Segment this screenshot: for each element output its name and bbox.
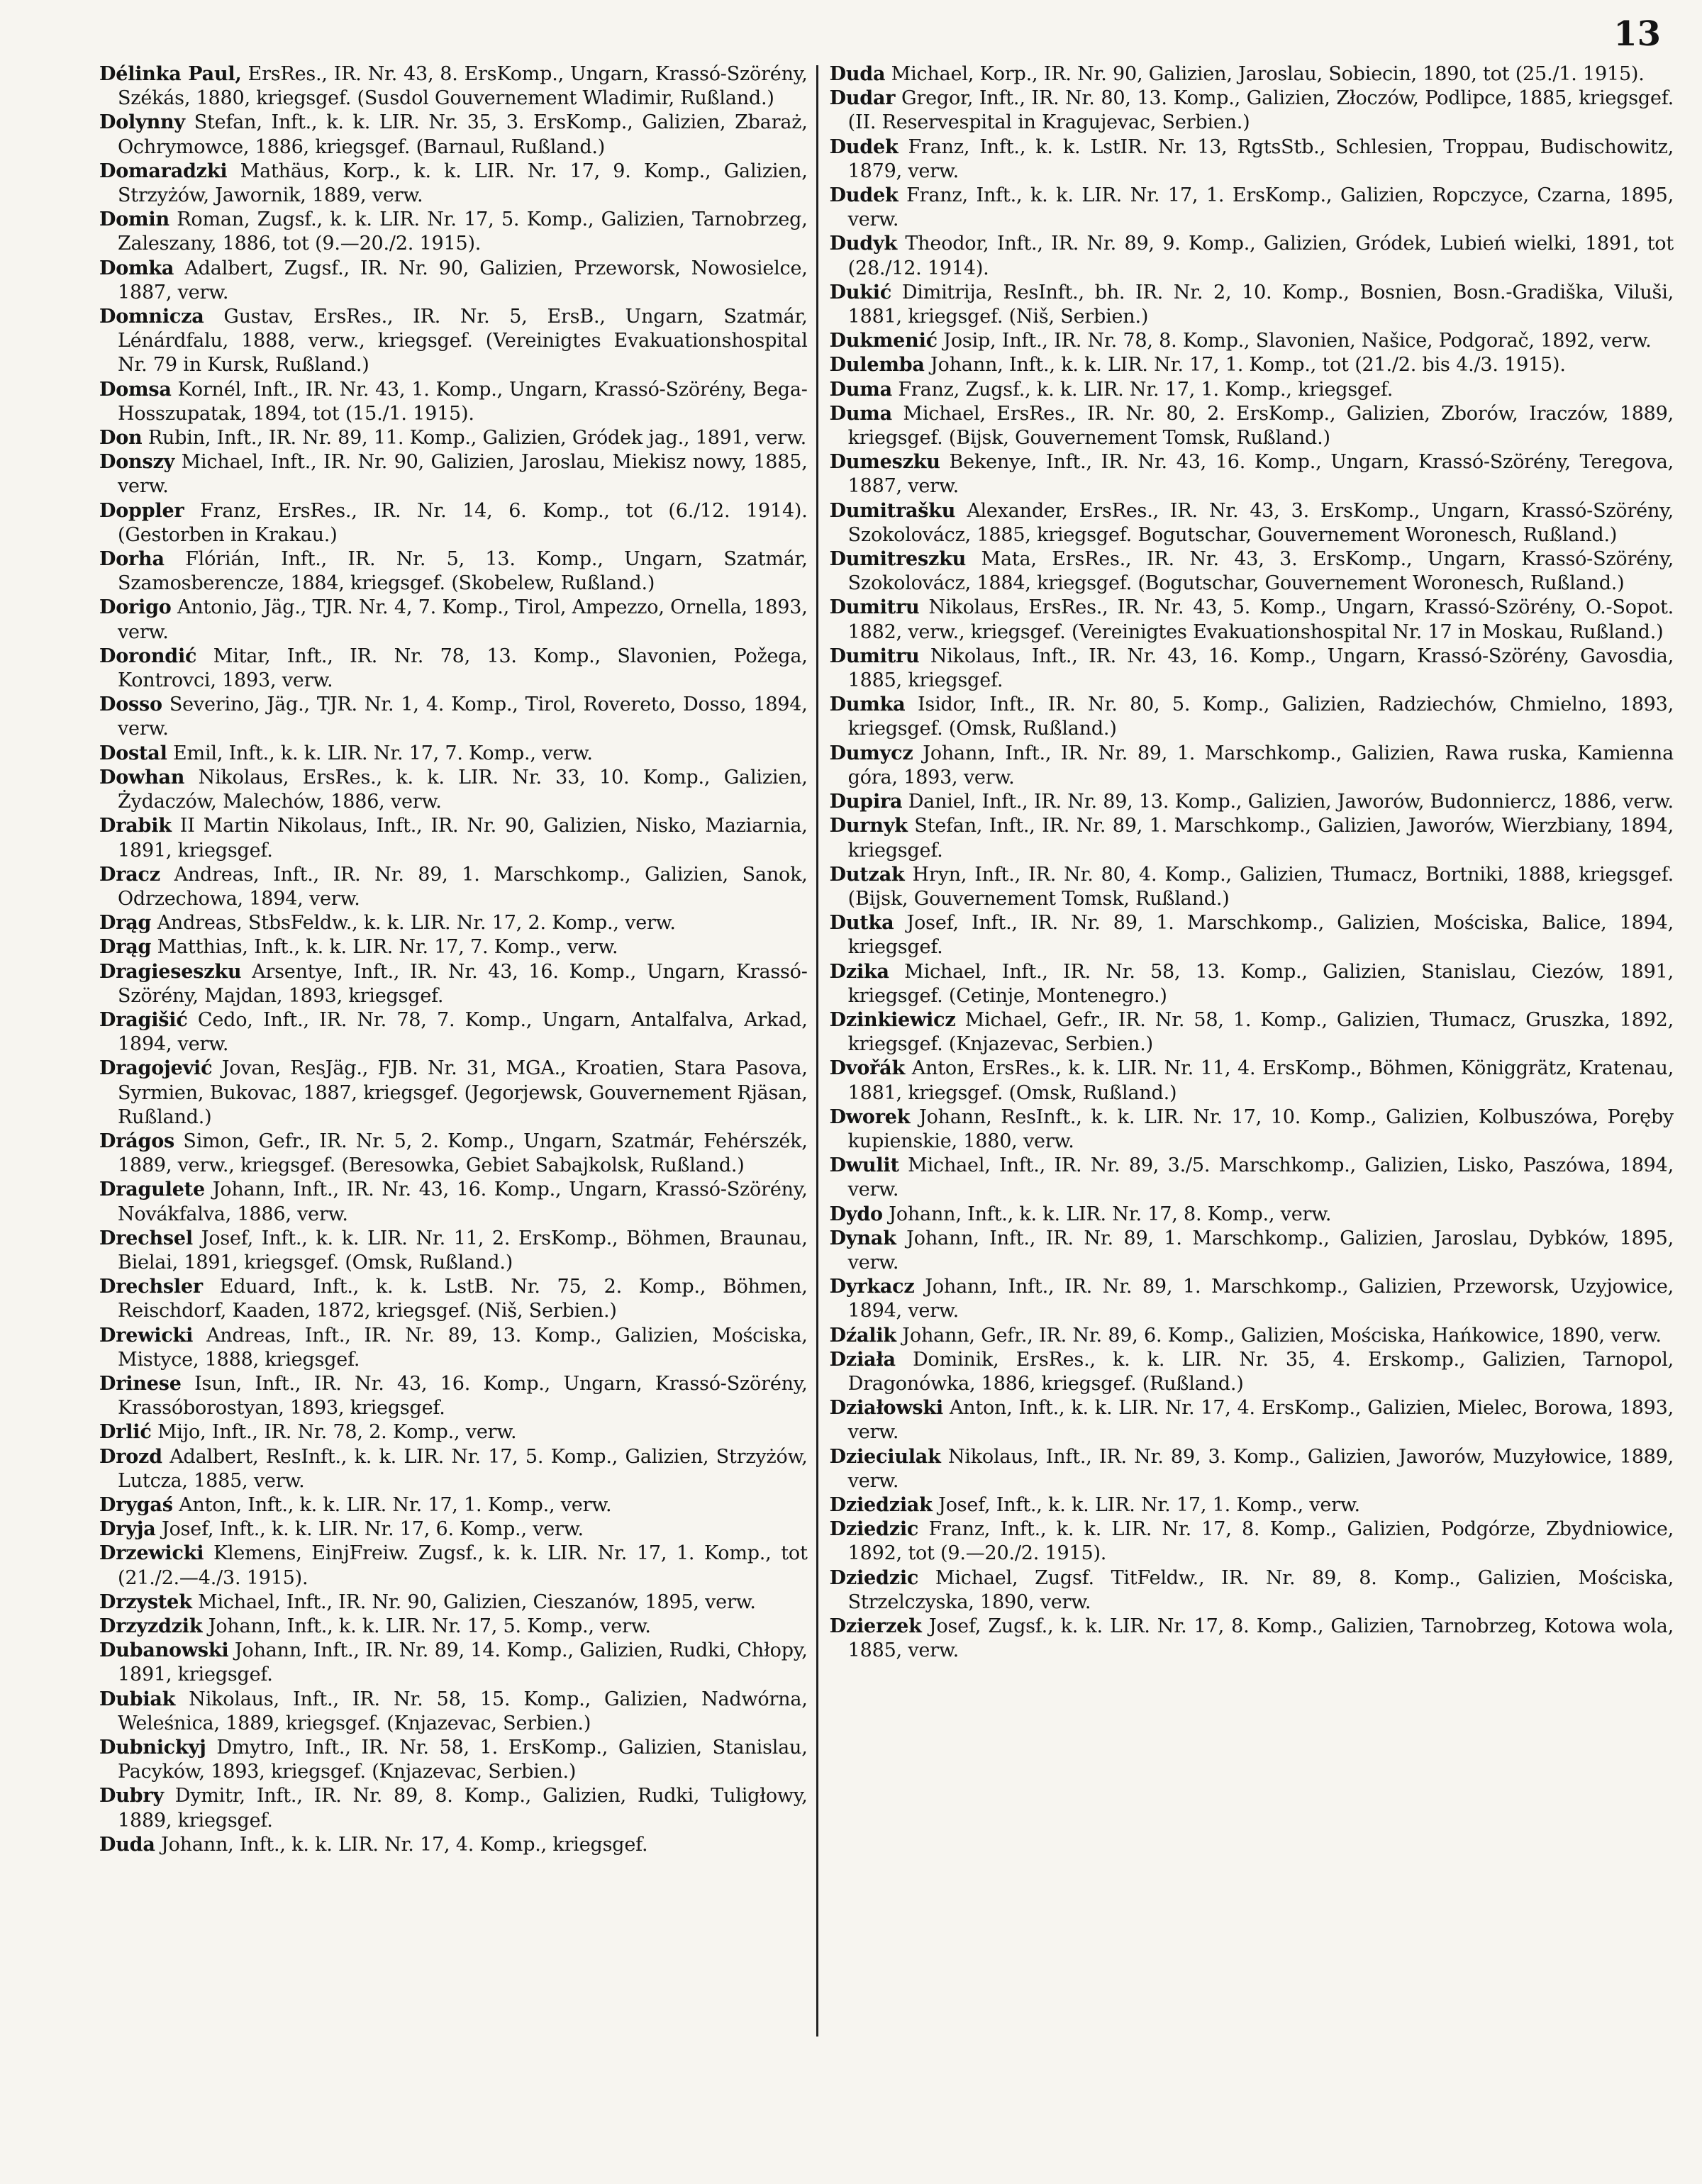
entry-details: Nikolaus, Inft., IR. Nr. 89, 3. Komp., Galizien, Jaworów, Muzyłowice, 1889, verw.: [847, 1445, 1674, 1492]
list-entry: [830, 1057, 1674, 1105]
list-entry: [99, 1688, 808, 1736]
list-entry: [99, 378, 808, 426]
entry-details: Mijo, Inft., IR. Nr. 78, 2. Komp., verw.: [151, 1421, 517, 1444]
list-entry: [830, 1227, 1674, 1275]
entry-details: Johann, Inft., k. k. LIR. Nr. 17, 5. Komp., verw.: [202, 1615, 651, 1637]
list-entry: [99, 1130, 808, 1178]
entry-details: Roman, Zugsf., k. k. LIR. Nr. 17, 5. Komp., Galizien, Tarnobrzeg, Zaleszany, 1886, tot (9.—20./2. 1915).: [118, 208, 808, 255]
entry-name: Drąg: [99, 936, 152, 959]
entry-name: Drozd: [99, 1445, 162, 1468]
list-entry: [830, 1008, 1674, 1057]
list-entry: [830, 1566, 1674, 1615]
list-entry: [99, 1784, 808, 1832]
entry-details: Josef, Zugsf., k. k. LIR. Nr. 17, 8. Komp., Galizien, Tarnobrzeg, Kotowa wola, 1885, verw.: [847, 1615, 1674, 1662]
list-entry: [99, 1008, 808, 1057]
list-entry: [99, 257, 808, 305]
entry-name: Dragieseszku: [99, 960, 242, 983]
page-number: 13: [1613, 14, 1661, 54]
entry-name: Domsa: [99, 378, 172, 401]
entry-name: Dudek: [829, 135, 899, 158]
list-entry: [830, 1348, 1674, 1396]
entry-name: Dragulete: [99, 1179, 205, 1201]
entry-details: Emil, Inft., k. k. LIR. Nr. 17, 7. Komp., verw.: [167, 742, 593, 764]
entry-name: Drechsel: [99, 1227, 193, 1249]
entry-details: Nikolaus, Inft., IR. Nr. 58, 15. Komp., Galizien, Nadwórna, Weleśnica, 1889, kriegsgef. (Knjazevac, Serbien.): [118, 1688, 808, 1734]
list-entry: [830, 814, 1674, 862]
list-entry: [830, 281, 1674, 329]
entry-details: Josef, Inft., k. k. LIR. Nr. 17, 1. Komp., verw.: [932, 1493, 1360, 1516]
list-entry: [830, 911, 1674, 959]
entry-name: Dumycz: [829, 742, 913, 764]
entry-name: Domin: [99, 208, 169, 231]
entry-name: Dumitru: [829, 596, 920, 619]
entry-details: Andreas, Inft., IR. Nr. 89, 1. Marschkomp., Galizien, Sanok, Odrzechowa, 1894, verw.: [118, 863, 808, 910]
entry-details: Mata, ErsRes., IR. Nr. 43, 3. ErsKomp., Ungarn, Krassó-Szörény, Szokolovácz, 1884, kriegsgef. (Bogutschar, Gouvernement Woronesch, Rußland.): [847, 548, 1674, 595]
entry-name: Duma: [829, 378, 892, 401]
list-entry: [830, 1203, 1674, 1227]
entry-name: Drzewicki: [99, 1542, 204, 1565]
entry-details: II Martin Nikolaus, Inft., IR. Nr. 90, Galizien, Nisko, Maziarnia, 1891, kriegsgef.: [118, 815, 808, 862]
entry-details: Simon, Gefr., IR. Nr. 5, 2. Komp., Ungarn, Szatmár, Fehérszék, 1889, verw., kriegsgef. (Beresowka, Gebiet Sabajkolsk, Rußland.): [118, 1130, 808, 1177]
list-entry: [99, 111, 808, 159]
entry-name: Dragišić: [99, 1008, 188, 1031]
entry-name: Dukić: [829, 281, 892, 303]
entry-name: Dubry: [99, 1785, 164, 1807]
entry-name: Działa: [829, 1348, 896, 1371]
entry-details: Stefan, Inft., IR. Nr. 89, 1. Marschkomp., Galizien, Jaworów, Wierzbiany, 1894, kriegsgef.: [847, 815, 1674, 862]
list-entry: [830, 87, 1674, 135]
list-entry: [830, 1396, 1674, 1444]
entry-name: Dudyk: [829, 233, 897, 255]
list-entry: [830, 960, 1674, 1008]
list-entry: [830, 1154, 1674, 1202]
entry-name: Dumitru: [829, 645, 920, 667]
list-entry: [99, 1590, 808, 1615]
list-entry: [830, 1324, 1674, 1348]
entry-details: Franz, ErsRes., IR. Nr. 14, 6. Komp., tot (6./12. 1914). (Gestorben in Krakau.): [118, 499, 808, 546]
entry-details: Anton, Inft., k. k. LIR. Nr. 17, 1. Komp., verw.: [172, 1493, 612, 1516]
entry-details: Daniel, Inft., IR. Nr. 89, 13. Komp., Galizien, Jaworów, Budonniercz, 1886, verw.: [902, 791, 1674, 813]
entry-name: Drechsler: [99, 1276, 203, 1298]
list-entry: [830, 596, 1674, 644]
entry-details: Dmytro, Inft., IR. Nr. 58, 1. ErsKomp., Galizien, Stanislau, Pacyków, 1893, kriegsgef. (Knjazevac, Serbien.): [118, 1737, 808, 1783]
entry-name: Dźalik: [829, 1324, 896, 1347]
list-entry: [99, 1445, 808, 1493]
list-entry: [99, 1178, 808, 1226]
list-entry: [99, 1517, 808, 1542]
list-entry: [99, 426, 808, 450]
entry-name: Dydo: [829, 1203, 883, 1225]
entry-name: Dzika: [829, 960, 889, 983]
entry-details: Johann, Inft., k. k. LIR. Nr. 17, 1. Komp., tot (21./2. bis 4./3. 1915).: [924, 354, 1566, 377]
list-entry: [99, 208, 808, 256]
list-entry: [830, 1517, 1674, 1566]
entry-details: Michael, Inft., IR. Nr. 90, Galizien, Cieszanów, 1895, verw.: [191, 1590, 756, 1613]
list-entry: [99, 742, 808, 766]
entry-name: Duda: [829, 63, 886, 85]
entry-name: Działowski: [829, 1397, 943, 1420]
list-entry: [99, 1615, 808, 1639]
entry-name: Dracz: [99, 863, 160, 886]
entry-details: Johann, Inft., IR. Nr. 89, 1. Marschkomp., Galizien, Rawa ruska, Kamienna góra, 1893, verw.: [847, 742, 1674, 789]
entry-details: Johann, Inft., IR. Nr. 89, 14. Komp., Galizien, Rudki, Chłopy, 1891, kriegsgef.: [118, 1639, 808, 1686]
entry-name: Dubanowski: [99, 1639, 229, 1662]
entry-details: Hryn, Inft., IR. Nr. 80, 4. Komp., Galizien, Tłumacz, Bortniki, 1888, kriegsgef. (Bijsk, Gouvernement Tomsk, Rußland.): [847, 863, 1674, 910]
entry-details: Josef, Inft., k. k. LIR. Nr. 17, 6. Komp., verw.: [155, 1518, 584, 1541]
entry-details: Gustav, ErsRes., IR. Nr. 5, ErsB., Ungarn, Szatmár, Lénárdfalu, 1888, verw., kriegsgef. (Vereinigtes Evakuationshospital Nr. 79 in Kursk, Rußland.): [118, 306, 808, 377]
entry-name: Dryja: [99, 1518, 156, 1541]
list-entry: [99, 935, 808, 959]
list-entry: [99, 1833, 808, 1857]
list-entry: [99, 1227, 808, 1275]
entry-name: Dorigo: [99, 596, 172, 619]
entry-name: Drágos: [99, 1130, 175, 1152]
entry-name: Dragojević: [99, 1057, 213, 1080]
entry-details: Nikolaus, ErsRes., k. k. LIR. Nr. 33, 10. Komp., Galizien, Żydaczów, Malechów, 1886, verw.: [118, 766, 808, 813]
entry-details: Theodor, Inft., IR. Nr. 89, 9. Komp., Galizien, Gródek, Lubień wielki, 1891, tot (28./12. 1914).: [847, 233, 1674, 279]
entry-details: Johann, Inft., IR. Nr. 89, 1. Marschkomp., Galizien, Jaroslau, Dybków, 1895, verw.: [847, 1227, 1674, 1274]
entry-name: Dzierzek: [829, 1615, 922, 1637]
list-entry: [99, 62, 808, 111]
entry-details: Cedo, Inft., IR. Nr. 78, 7. Komp., Ungarn, Antalfalva, Arkad, 1894, verw.: [118, 1008, 808, 1056]
entry-name: Drewicki: [99, 1324, 194, 1347]
entry-name: Dynak: [829, 1227, 896, 1249]
entry-details: Johann, Inft., k. k. LIR. Nr. 17, 8. Komp., verw.: [882, 1203, 1332, 1225]
entry-name: Don: [99, 427, 143, 450]
entry-details: Anton, Inft., k. k. LIR. Nr. 17, 4. ErsKomp., Galizien, Mielec, Borowa, 1893, verw.: [847, 1397, 1674, 1444]
list-entry: [99, 693, 808, 741]
entry-name: Duda: [99, 1833, 155, 1856]
entry-name: Drabik: [99, 815, 172, 837]
list-entry: [99, 1420, 808, 1444]
list-entry: [830, 1493, 1674, 1517]
list-entry: [830, 62, 1674, 87]
right-column: [818, 62, 1674, 2141]
entry-name: Dolynny: [99, 111, 185, 134]
list-entry: [99, 766, 808, 814]
entry-details: Franz, Inft., k. k. LIR. Nr. 17, 1. ErsKomp., Galizien, Ropczyce, Czarna, 1895, verw.: [847, 184, 1674, 231]
entry-details: Michael, Inft., IR. Nr. 89, 3./5. Marschkomp., Galizien, Lisko, Paszówa, 1894, verw.: [847, 1154, 1674, 1201]
entry-details: Andreas, Inft., IR. Nr. 89, 13. Komp., Galizien, Mościska, Mistyce, 1888, kriegsgef.: [118, 1324, 808, 1371]
entry-name: Dworek: [829, 1105, 911, 1128]
entry-details: Michael, Inft., IR. Nr. 58, 13. Komp., Galizien, Stanislau, Ciezów, 1891, kriegsgef. (Cetinje, Montenegro.): [847, 960, 1674, 1007]
list-entry: [830, 863, 1674, 911]
text-columns: [99, 62, 1674, 2141]
list-entry: [830, 450, 1674, 498]
entry-details: Michael, ErsRes., IR. Nr. 80, 2. ErsKomp., Galizien, Zborów, Iraczów, 1889, kriegsgef. (Bijsk, Gouvernement Tomsk, Rußland.): [847, 402, 1674, 450]
entry-name: Dulemba: [829, 354, 925, 377]
list-entry: [99, 1324, 808, 1372]
entry-details: Adalbert, Zugsf., IR. Nr. 90, Galizien, Przeworsk, Nowosielce, 1887, verw.: [118, 257, 808, 303]
entry-details: Dymitr, Inft., IR. Nr. 89, 8. Komp., Galizien, Rudki, Tuligłowy, 1889, kriegsgef.: [118, 1785, 808, 1832]
list-entry: [830, 1445, 1674, 1493]
list-entry: [830, 547, 1674, 596]
list-entry: [99, 863, 808, 911]
entry-details: Isidor, Inft., IR. Nr. 80, 5. Komp., Galizien, Radziechów, Chmielno, 1893, kriegsgef. (Omsk, Rußland.): [847, 693, 1674, 740]
entry-name: Domka: [99, 257, 174, 279]
entry-name: Drąg: [99, 912, 152, 935]
entry-details: Mitar, Inft., IR. Nr. 78, 13. Komp., Slavonien, Požega, Kontrovci, 1893, verw.: [118, 645, 808, 692]
list-entry: [99, 499, 808, 547]
entry-details: Michael, Korp., IR. Nr. 90, Galizien, Jaroslau, Sobiecin, 1890, tot (25./1. 1915).: [885, 63, 1645, 85]
entry-name: Dupira: [829, 791, 903, 813]
list-entry: [99, 596, 808, 644]
entry-details: Johann, Inft., k. k. LIR. Nr. 17, 4. Komp., kriegsgef.: [155, 1833, 648, 1856]
entry-name: Dzieciulak: [829, 1445, 941, 1468]
list-entry: [830, 378, 1674, 402]
entry-name: Domaradzki: [99, 160, 228, 182]
entry-name: Domnicza: [99, 306, 204, 328]
list-entry: [99, 547, 808, 596]
list-entry: [99, 160, 808, 208]
entry-details: Mathäus, Korp., k. k. LIR. Nr. 17, 9. Komp., Galizien, Strzyżów, Jawornik, 1889, verw.: [118, 160, 808, 207]
entry-details: Antonio, Jäg., TJR. Nr. 4, 7. Komp., Tirol, Ampezzo, Ornella, 1893, verw.: [118, 596, 808, 643]
list-entry: [99, 1493, 808, 1517]
list-entry: [99, 645, 808, 693]
entry-name: Délinka Paul,: [99, 63, 242, 85]
entry-details: Johann, ResInft., k. k. LIR. Nr. 17, 10. Komp., Galizien, Kolbuszówa, Poręby kupienskie, 1880, verw.: [847, 1105, 1674, 1152]
entry-details: Jovan, ResJäg., FJB. Nr. 31, MGA., Kroatien, Stara Pasova, Syrmien, Bukovac, 1887, kriegsgef. (Jegorjewsk, Gouvernement Rjäsan, Rußland.): [118, 1057, 808, 1128]
entry-details: Josip, Inft., IR. Nr. 78, 8. Komp., Slavonien, Našice, Podgorač, 1892, verw.: [937, 330, 1652, 352]
entry-name: Drzyzdzik: [99, 1615, 203, 1637]
entry-details: Rubin, Inft., IR. Nr. 89, 11. Komp., Galizien, Gródek jag., 1891, verw.: [142, 427, 807, 450]
entry-name: Dutka: [829, 912, 894, 935]
entry-name: Dziedziak: [829, 1493, 933, 1516]
entry-name: Dorondić: [99, 645, 197, 667]
list-entry: [99, 911, 808, 935]
entry-name: Dosso: [99, 693, 162, 716]
entry-details: Stefan, Inft., k. k. LIR. Nr. 35, 3. ErsKomp., Galizien, Zbaraż, Ochrymowce, 1886, kriegsgef. (Barnaul, Rußland.): [118, 111, 808, 158]
entry-details: Andreas, StbsFeldw., k. k. LIR. Nr. 17, 2. Komp., verw.: [151, 912, 676, 935]
entry-name: Dziedzic: [829, 1518, 919, 1541]
entry-details: Johann, Inft., IR. Nr. 89, 1. Marschkomp., Galizien, Przeworsk, Uzyjowice, 1894, verw.: [847, 1276, 1674, 1322]
list-entry: [830, 232, 1674, 280]
list-entry: [99, 450, 808, 498]
entry-details: Dimitrija, ResInft., bh. IR. Nr. 2, 10. Komp., Bosnien, Bosn.-Gradiška, Viluši, 1881, kriegsgef. (Niš, Serbien.): [847, 281, 1674, 328]
entry-details: Dominik, ErsRes., k. k. LIR. Nr. 35, 4. Erskomp., Galizien, Tarnopol, Dragonówka, 1886, kriegsgef. (Rußland.): [847, 1348, 1674, 1395]
entry-name: Dzinkiewicz: [829, 1008, 956, 1031]
entry-details: Franz, Zugsf., k. k. LIR. Nr. 17, 1. Komp., kriegsgef.: [891, 378, 1394, 401]
list-entry: [99, 305, 808, 378]
entry-details: Johann, Gefr., IR. Nr. 89, 6. Komp., Galizien, Mościska, Hańkowice, 1890, verw.: [896, 1324, 1662, 1347]
entry-name: Dvořák: [829, 1057, 905, 1080]
list-entry: [830, 1275, 1674, 1323]
entry-details: Kornél, Inft., IR. Nr. 43, 1. Komp., Ungarn, Krassó-Szörény, Bega-Hosszupatak, 1894, tot (15./1. 1915).: [118, 378, 808, 425]
entry-name: Dukmenić: [829, 330, 938, 352]
list-entry: [830, 1105, 1674, 1154]
entry-name: Dumka: [829, 693, 906, 716]
entry-name: Duma: [829, 402, 892, 425]
entry-details: Josef, Inft., k. k. LIR. Nr. 11, 2. ErsKomp., Böhmen, Braunau, Bielai, 1891, kriegsgef. (Omsk, Rußland.): [118, 1227, 808, 1274]
entry-name: Dumitrašku: [829, 499, 956, 522]
list-entry: [830, 693, 1674, 741]
entry-details: Michael, Zugsf. TitFeldw., IR. Nr. 89, 8. Komp., Galizien, Mościska, Strzelczyska, 1890, verw.: [847, 1566, 1674, 1613]
entry-details: Klemens, EinjFreiw. Zugsf., k. k. LIR. Nr. 17, 1. Komp., tot (21./2.—4./3. 1915).: [118, 1542, 808, 1589]
list-entry: [830, 402, 1674, 450]
list-entry: [830, 353, 1674, 377]
list-entry: [99, 1542, 808, 1590]
list-entry: [830, 184, 1674, 232]
entry-details: Gregor, Inft., IR. Nr. 80, 13. Komp., Galizien, Złoczów, Podlipce, 1885, kriegsgef. (II. Reservespital in Kragujevac, Serbien.): [847, 87, 1674, 134]
entry-details: Flórián, Inft., IR. Nr. 5, 13. Komp., Ungarn, Szatmár, Szamosberencze, 1884, kriegsgef. (Skobelew, Rußland.): [118, 548, 808, 595]
entry-name: Dubnickyj: [99, 1737, 206, 1759]
list-entry: [99, 1057, 808, 1130]
entry-details: Michael, Inft., IR. Nr. 90, Galizien, Jaroslau, Miekisz nowy, 1885, verw.: [118, 451, 808, 498]
list-entry: [830, 1615, 1674, 1663]
entry-name: Dostal: [99, 742, 167, 764]
entry-details: Matthias, Inft., k. k. LIR. Nr. 17, 7. Komp., verw.: [151, 936, 618, 959]
entry-name: Donszy: [99, 451, 175, 474]
entry-details: Eduard, Inft., k. k. LstB. Nr. 75, 2. Komp., Böhmen, Reischdorf, Kaaden, 1872, kriegsgef. (Niš, Serbien.): [118, 1276, 808, 1322]
entry-details: Arsentye, Inft., IR. Nr. 43, 16. Komp., Ungarn, Krassó-Szörény, Majdan, 1893, kriegsgef.: [118, 960, 808, 1007]
entry-details: Anton, ErsRes., k. k. LIR. Nr. 11, 4. ErsKomp., Böhmen, Königgrätz, Kratenau, 1881, kriegsgef. (Omsk, Rußland.): [847, 1057, 1674, 1104]
entry-name: Dowhan: [99, 766, 185, 789]
entry-name: Dubiak: [99, 1688, 176, 1710]
entry-name: Dutzak: [829, 863, 905, 886]
entry-details: Nikolaus, ErsRes., IR. Nr. 43, 5. Komp., Ungarn, Krassó-Szörény, O.-Sopot. 1882, verw., kriegsgef. (Vereinigtes Evakuationshospital Nr. 17 in Moskau, Rußland.): [847, 596, 1674, 643]
entry-details: Michael, Gefr., IR. Nr. 58, 1. Komp., Galizien, Tłumacz, Gruszka, 1892, kriegsgef. (Knjazevac, Serbien.): [847, 1008, 1674, 1056]
list-entry: [830, 645, 1674, 693]
entry-name: Dorha: [99, 548, 165, 571]
entry-name: Dwulit: [829, 1154, 899, 1177]
entry-details: Adalbert, ResInft., k. k. LIR. Nr. 17, 5. Komp., Galizien, Strzyżów, Lutcza, 1885, verw.: [118, 1445, 808, 1492]
list-entry: [99, 1639, 808, 1687]
list-entry: [99, 1736, 808, 1784]
entry-name: Dziedzic: [829, 1566, 919, 1589]
entry-details: Josef, Inft., IR. Nr. 89, 1. Marschkomp., Galizien, Mościska, Balice, 1894, kriegsgef.: [847, 912, 1674, 959]
entry-details: ErsRes., IR. Nr. 43, 8. ErsKomp., Ungarn, Krassó-Szörény, Székás, 1880, kriegsgef. (Susdol Gouvernement Wladimir, Rußland.): [118, 63, 808, 110]
entry-name: Durnyk: [829, 815, 908, 837]
entry-details: Franz, Inft., k. k. LstIR. Nr. 13, RgtsStb., Schlesien, Troppau, Budischowitz, 1879, verw.: [847, 135, 1674, 182]
entry-details: Bekenye, Inft., IR. Nr. 43, 16. Komp., Ungarn, Krassó-Szörény, Teregova, 1887, verw.: [847, 451, 1674, 498]
entry-name: Dudek: [829, 184, 899, 207]
entry-details: Alexander, ErsRes., IR. Nr. 43, 3. ErsKomp., Ungarn, Krassó-Szörény, Szokolovácz, 1885, kriegsgef. Bogutschar, Gouvernement Woronesch, Rußland.): [847, 499, 1674, 546]
entry-details: Franz, Inft., k. k. LIR. Nr. 17, 8. Komp., Galizien, Podgórze, Zbydniowice, 1892, tot (9.—20./2. 1915).: [847, 1518, 1674, 1565]
entry-name: Dyrkacz: [829, 1276, 915, 1298]
entry-name: Dumeszku: [829, 451, 940, 474]
entry-details: Nikolaus, Inft., IR. Nr. 43, 16. Komp., Ungarn, Krassó-Szörény, Gavosdia, 1885, kriegsgef.: [847, 645, 1674, 692]
entry-details: Isun, Inft., IR. Nr. 43, 16. Komp., Ungarn, Krassó-Szörény, Krassóborostyan, 1893, kriegsgef.: [118, 1372, 808, 1420]
entry-details: Severino, Jäg., TJR. Nr. 1, 4. Komp., Tirol, Rovereto, Dosso, 1894, verw.: [118, 693, 808, 740]
entry-name: Drinese: [99, 1372, 182, 1395]
list-entry: [830, 135, 1674, 184]
list-entry: [830, 790, 1674, 814]
list-entry: [99, 960, 808, 1008]
list-entry: [830, 499, 1674, 547]
entry-name: Dumitreszku: [829, 548, 967, 571]
left-column: [99, 62, 816, 2141]
entry-name: Dudar: [829, 87, 896, 110]
entry-name: Drzystek: [99, 1590, 192, 1613]
list-entry: [830, 329, 1674, 353]
entry-name: Doppler: [99, 499, 184, 522]
list-entry: [99, 814, 808, 862]
list-entry: [830, 742, 1674, 790]
list-entry: [99, 1372, 808, 1420]
entry-name: Drygaś: [99, 1493, 173, 1516]
entry-name: Drlić: [99, 1421, 152, 1444]
list-entry: [99, 1275, 808, 1323]
entry-details: Johann, Inft., IR. Nr. 43, 16. Komp., Ungarn, Krassó-Szörény, Novákfalva, 1886, verw.: [118, 1179, 808, 1225]
